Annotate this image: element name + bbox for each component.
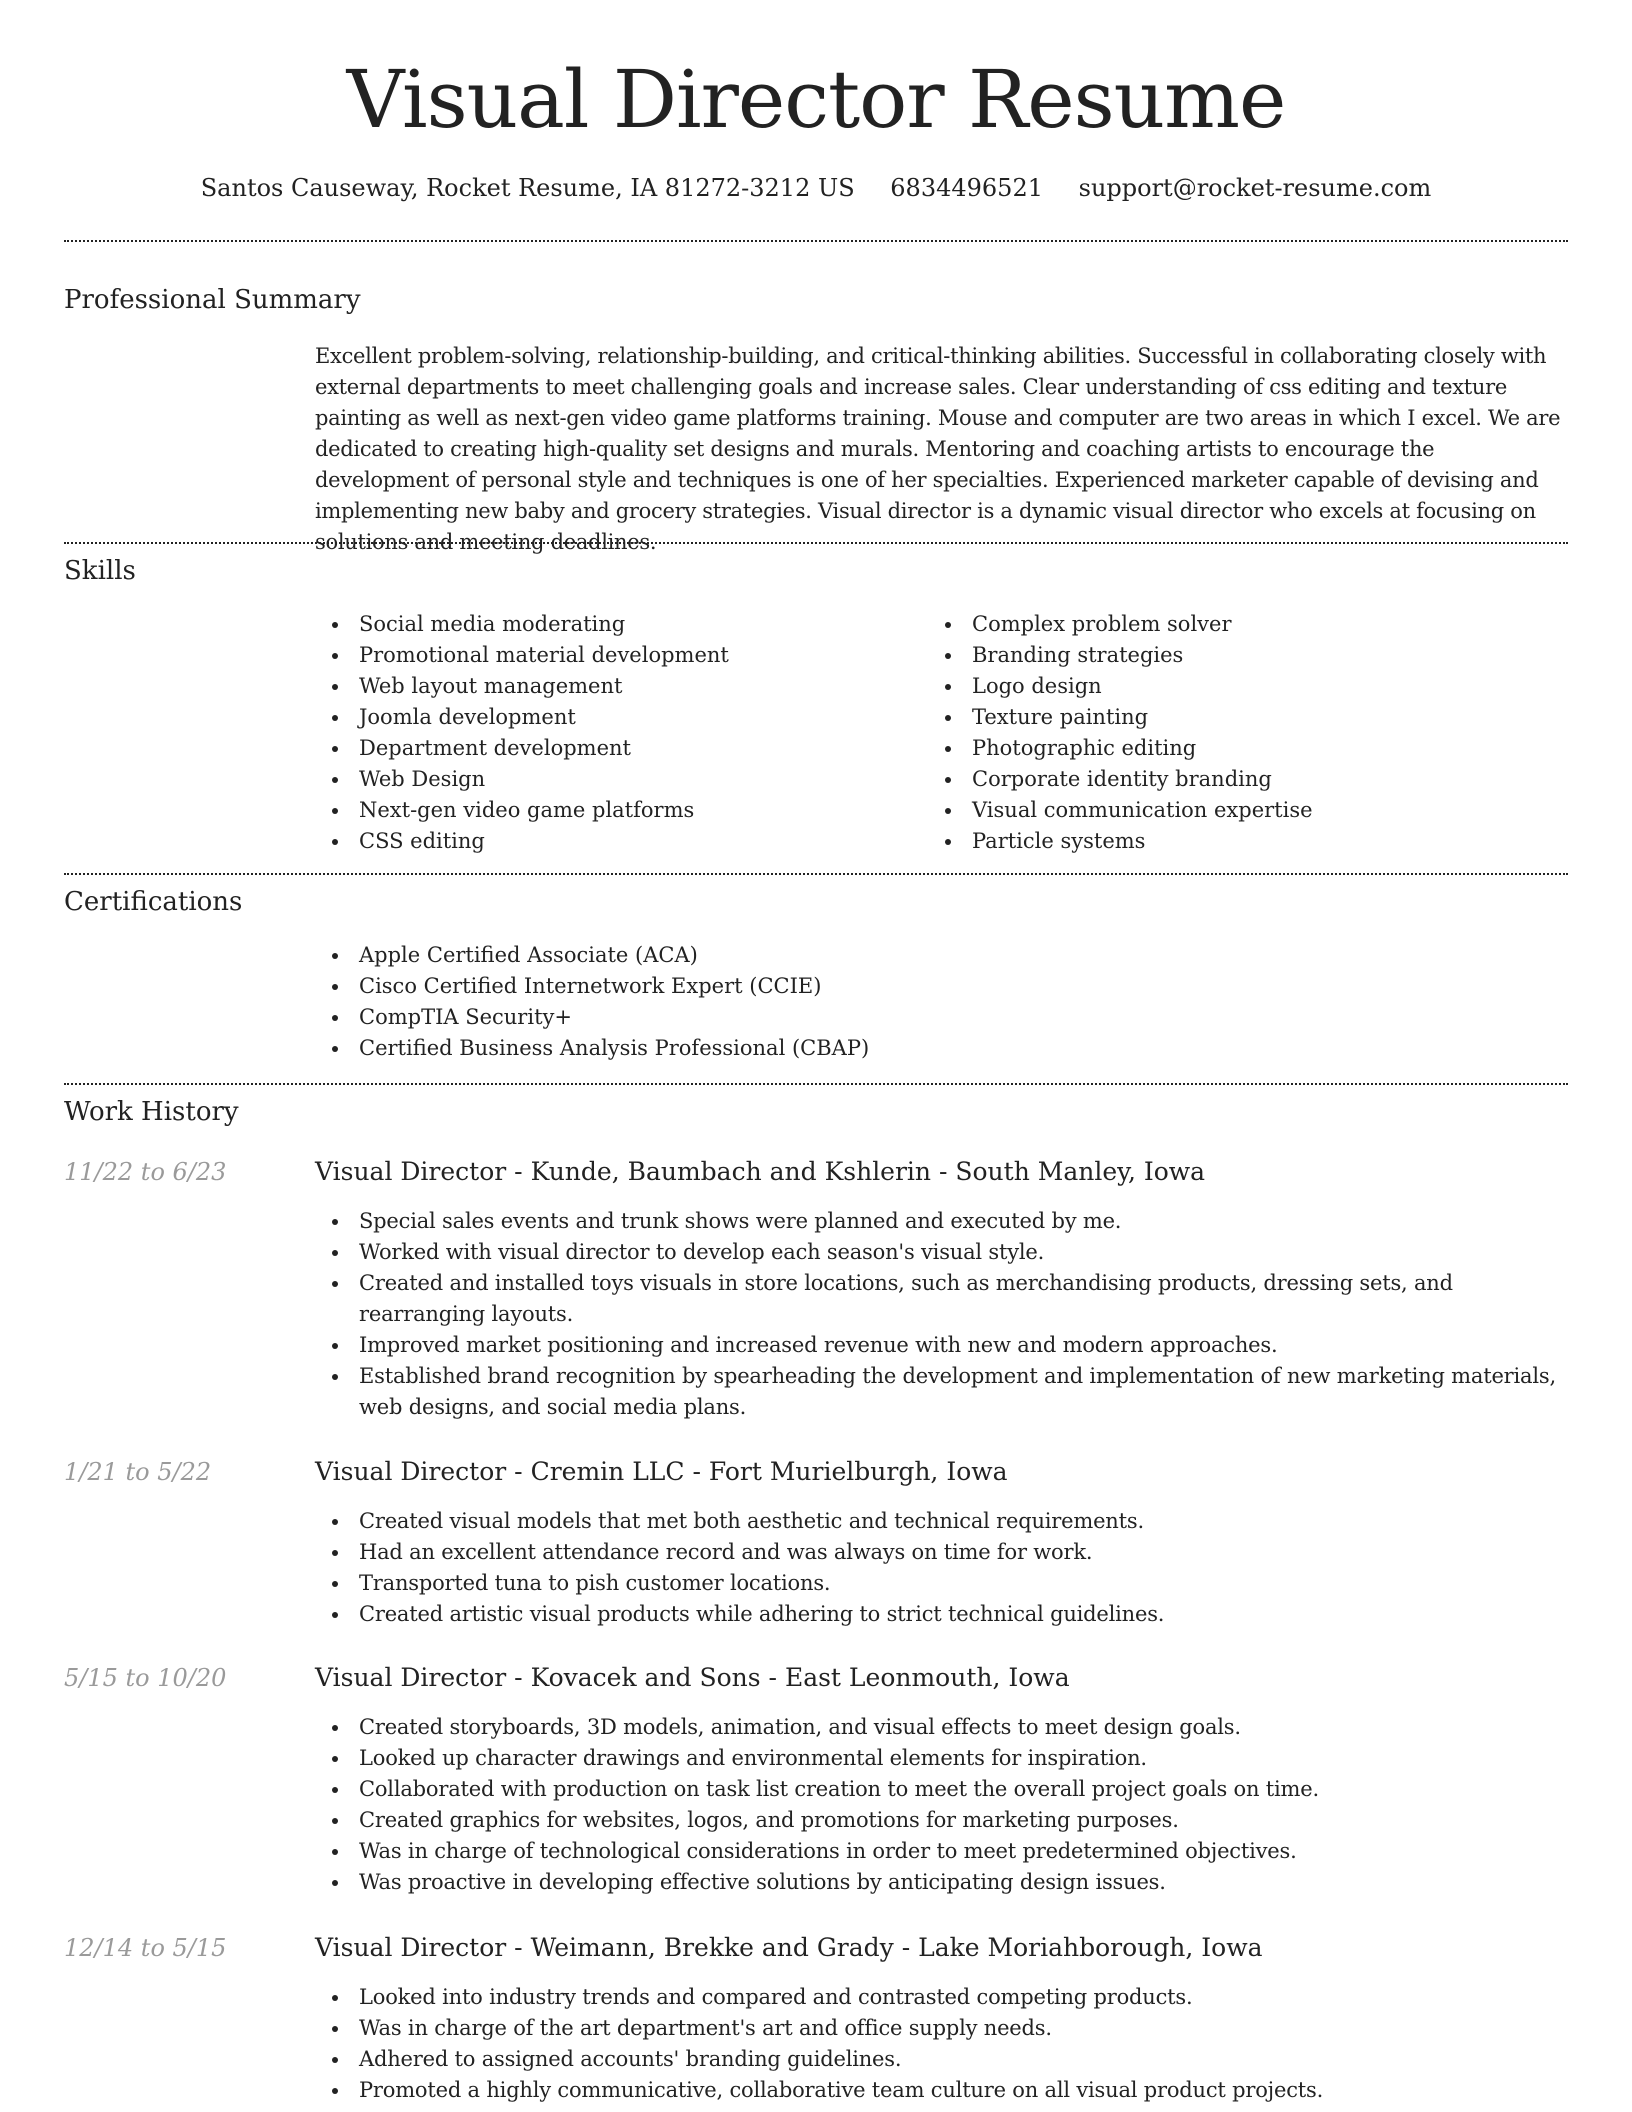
- skill-item: Web Design: [315, 764, 915, 795]
- skills-left-list: [315, 609, 915, 857]
- job-duties-list: [315, 1982, 1568, 2106]
- certification-item: Apple Certified Associate (ACA): [315, 940, 1568, 971]
- job-duties-list: [315, 1712, 1568, 1898]
- job-duty-item: Created graphics for websites, logos, and promotions for marketing purposes.: [315, 1805, 1568, 1836]
- job-duties: [315, 1712, 1568, 1898]
- certifications-list: [315, 940, 1568, 1064]
- job-duty-item: Worked with visual director to develop each season's visual style.: [315, 1237, 1568, 1268]
- certifications-heading: Certifications: [64, 887, 243, 917]
- divider: [64, 542, 1568, 544]
- job-duties-list: [315, 1506, 1568, 1630]
- skill-item: Corporate identity branding: [928, 764, 1528, 795]
- job-duty-item: Created and installed toys visuals in store locations, such as merchandising products, dressing sets, and rearranging layouts.: [315, 1268, 1568, 1330]
- job-duty-item: Looked up character drawings and environmental elements for inspiration.: [315, 1743, 1568, 1774]
- contact-line: [64, 168, 1568, 208]
- job-duties: [315, 1506, 1568, 1630]
- job-duty-item: Improved market positioning and increased revenue with new and modern approaches.: [315, 1330, 1568, 1361]
- skill-item: Logo design: [928, 671, 1528, 702]
- contact-email: support@rocket-resume.com: [1078, 174, 1432, 202]
- job-duties: [315, 1982, 1568, 2106]
- job-duty-item: Was in charge of technological considerations in order to meet predetermined objectives.: [315, 1836, 1568, 1867]
- divider: [64, 240, 1568, 242]
- skill-item: Web layout management: [315, 671, 915, 702]
- skill-item: Visual communication expertise: [928, 795, 1528, 826]
- job-duty-item: Collaborated with production on task list creation to meet the overall project goals on time.: [315, 1774, 1568, 1805]
- certifications-column: [315, 940, 1568, 1064]
- skill-item: Next-gen video game platforms: [315, 795, 915, 826]
- job-duties: [315, 1206, 1568, 1423]
- job-dates: 12/14 to 5/15: [64, 1934, 227, 1962]
- job-duty-item: Was in charge of the art department's art and office supply needs.: [315, 2013, 1568, 2044]
- resume-title: Visual Director Resume: [346, 53, 1286, 146]
- skills-right-column: [928, 609, 1528, 857]
- skill-item: CSS editing: [315, 826, 915, 857]
- job-duty-item: Promoted a highly communicative, collaborative team culture on all visual product projects.: [315, 2075, 1568, 2106]
- job-duty-item: Had an excellent attendance record and was always on time for work.: [315, 1537, 1568, 1568]
- job-duty-item: Created artistic visual products while adhering to strict technical guidelines.: [315, 1599, 1568, 1630]
- job-duties-list: [315, 1206, 1568, 1423]
- job-title: Visual Director - Weimann, Brekke and Grady - Lake Moriahborough, Iowa: [315, 1933, 1263, 1962]
- job-dates: 11/22 to 6/23: [64, 1158, 227, 1186]
- skills-left-column: [315, 609, 915, 857]
- job-dates: 1/21 to 5/22: [64, 1458, 212, 1486]
- job-duty-item: Established brand recognition by spearheading the development and implementation of new marketing materials, web designs, and social media plans.: [315, 1361, 1568, 1423]
- skill-item: Complex problem solver: [928, 609, 1528, 640]
- skill-item: Branding strategies: [928, 640, 1528, 671]
- skill-item: Social media moderating: [315, 609, 915, 640]
- certification-item: CompTIA Security+: [315, 1002, 1568, 1033]
- job-duty-item: Adhered to assigned accounts' branding guidelines.: [315, 2044, 1568, 2075]
- skill-item: Particle systems: [928, 826, 1528, 857]
- divider: [64, 1083, 1568, 1085]
- skill-item: Promotional material development: [315, 640, 915, 671]
- job-title: Visual Director - Kovacek and Sons - East Leonmouth, Iowa: [315, 1663, 1070, 1692]
- contact-address: Santos Causeway, Rocket Resume, IA 81272-3212 US: [200, 174, 855, 202]
- divider: [64, 873, 1568, 875]
- summary-heading: Professional Summary: [64, 285, 361, 315]
- job-title: Visual Director - Kunde, Baumbach and Kshlerin - South Manley, Iowa: [315, 1157, 1206, 1186]
- job-title: Visual Director - Cremin LLC - Fort Murielburgh, Iowa: [315, 1457, 1008, 1486]
- skill-item: Photographic editing: [928, 733, 1528, 764]
- job-duty-item: Was proactive in developing effective solutions by anticipating design issues.: [315, 1867, 1568, 1898]
- skills-right-list: [928, 609, 1528, 857]
- certification-item: Certified Business Analysis Professional (CBAP): [315, 1033, 1568, 1064]
- job-duty-item: Created visual models that met both aesthetic and technical requirements.: [315, 1506, 1568, 1537]
- skill-item: Texture painting: [928, 702, 1528, 733]
- skills-heading: Skills: [64, 556, 136, 586]
- certification-item: Cisco Certified Internetwork Expert (CCIE): [315, 971, 1568, 1002]
- job-duty-item: Created storyboards, 3D models, animation, and visual effects to meet design goals.: [315, 1712, 1568, 1743]
- job-duty-item: Transported tuna to pish customer locations.: [315, 1568, 1568, 1599]
- job-duty-item: Looked into industry trends and compared and contrasted competing products.: [315, 1982, 1568, 2013]
- job-duty-item: Special sales events and trunk shows were planned and executed by me.: [315, 1206, 1568, 1237]
- skill-item: Department development: [315, 733, 915, 764]
- contact-phone: 6834496521: [890, 174, 1043, 202]
- skill-item: Joomla development: [315, 702, 915, 733]
- work-history-heading: Work History: [64, 1097, 239, 1127]
- summary-text: Excellent problem-solving, relationship-building, and critical-thinking abilities. Successful in collaborating closely with external departments to meet challenging goals and increase sales. Clear understanding of css editing and texture painting as well as next-gen video game platforms training. Mouse and computer are two areas in which I excel. We are dedicated to creating high-quality set designs and murals. Mentoring and coaching artists to encourage the development of personal style and techniques is one of her specialties. Experienced marketer capable of devising and implementing new baby and grocery strategies. Visual director is a dynamic visual director who excels at focusing on solutions and meeting deadlines.: [315, 344, 1561, 554]
- job-dates: 5/15 to 10/20: [64, 1664, 227, 1692]
